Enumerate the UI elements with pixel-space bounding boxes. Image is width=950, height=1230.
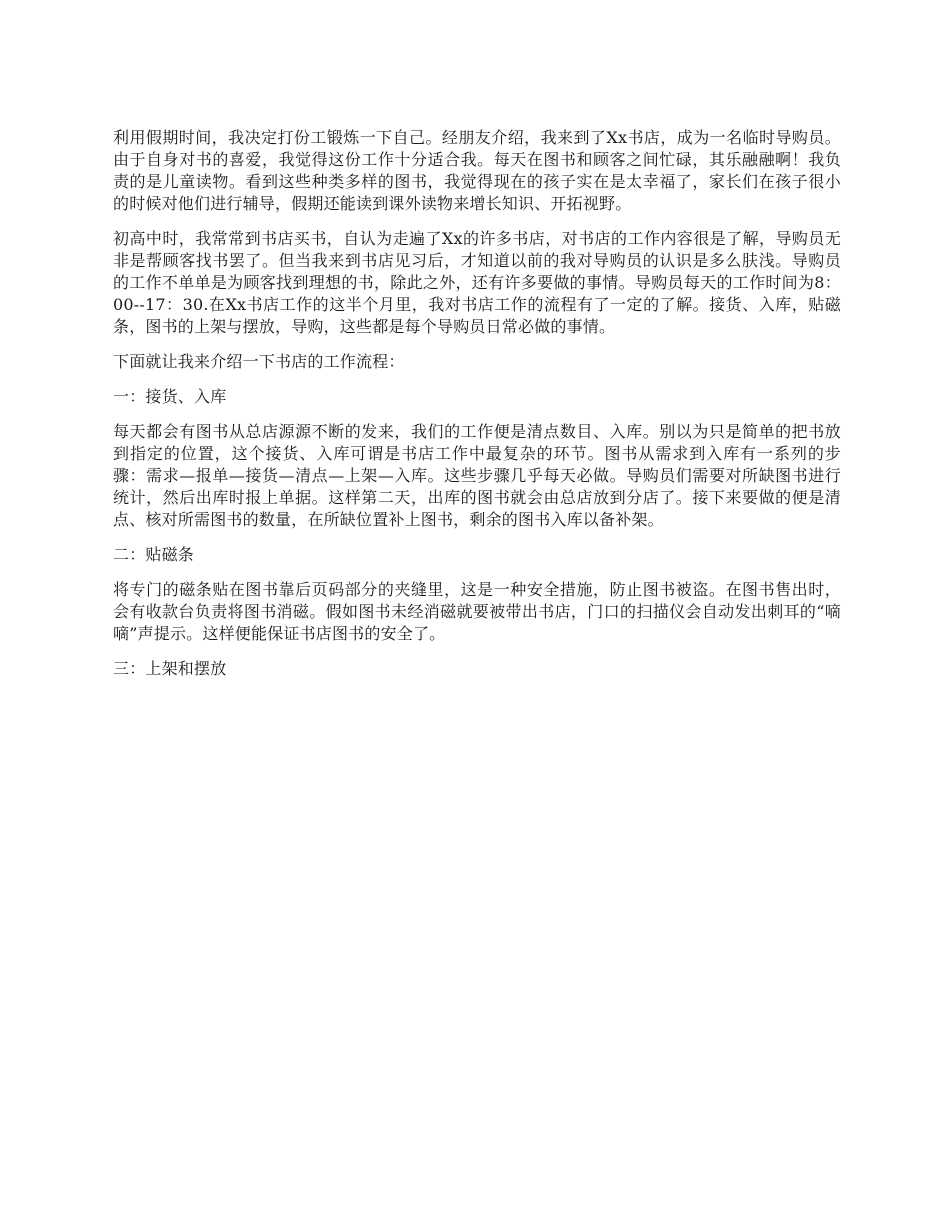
section-heading-receiving: 一：接货、入库 bbox=[113, 387, 227, 406]
magnetic-strip-paragraph: 将专门的磁条贴在图书靠后页码部分的夹缝里，这是一种安全措施，防止图书被盗。在图书售出时，会有收款台负责将图书消磁。假如图书未经消磁就要被带出书店，门口的扫描仪会自动发出刺耳的“嘀嘀”声提示。这样便能保证书店图书的安全了。 bbox=[113, 580, 841, 643]
section-heading-shelving: 三：上架和摆放 bbox=[113, 659, 227, 678]
background-paragraph: 初高中时，我常常到书店买书，自认为走遍了Xx的许多书店，对书店的工作内容很是了解，导购员无非是帮顾客找书罢了。但当我来到书店见习后，才知道以前的我对导购员的认识是多么肤浅。导购员的工作不单单是为顾客找到理想的书，除此之外，还有许多要做的事情。导购员每天的工作时间为8：00--17：30.在Xx书店工作的这半个月里，我对书店工作的流程有了一定的了解。接货、入库，贴磁条，图书的上架与摆放，导购，这些都是每个导购员日常必做的事情。 bbox=[113, 229, 841, 336]
document-body bbox=[113, 127, 841, 693]
intro-paragraph: 利用假期时间，我决定打份工锻炼一下自己。经朋友介绍，我来到了Xx书店，成为一名临时导购员。由于自身对书的喜爱，我觉得这份工作十分适合我。每天在图书和顾客之间忙碌，其乐融融啊！我负责的是儿童读物。看到这些种类多样的图书，我觉得现在的孩子实在是太幸福了，家长们在孩子很小的时候对他们进行辅导，假期还能读到课外读物来增长知识、开拓视野。 bbox=[113, 128, 841, 213]
receiving-paragraph: 每天都会有图书从总店源源不断的发来，我们的工作便是清点数目、入库。别以为只是简单的把书放到指定的位置，这个接货、入库可谓是书店工作中最复杂的环节。图书从需求到入库有一系列的步骤：需求—报单—接货—清点—上架—入库。这些步骤几乎每天必做。导购员们需要对所缺图书进行统计，然后出库时报上单据。这样第二天，出库的图书就会由总店放到分店了。接下来要做的便是清点、核对所需图书的数量，在所缺位置补上图书，剩余的图书入库以备补架。 bbox=[113, 422, 841, 529]
section-heading-magnetic-strip: 二：贴磁条 bbox=[113, 545, 195, 564]
workflow-intro-paragraph: 下面就让我来介绍一下书店的工作流程： bbox=[113, 352, 405, 371]
